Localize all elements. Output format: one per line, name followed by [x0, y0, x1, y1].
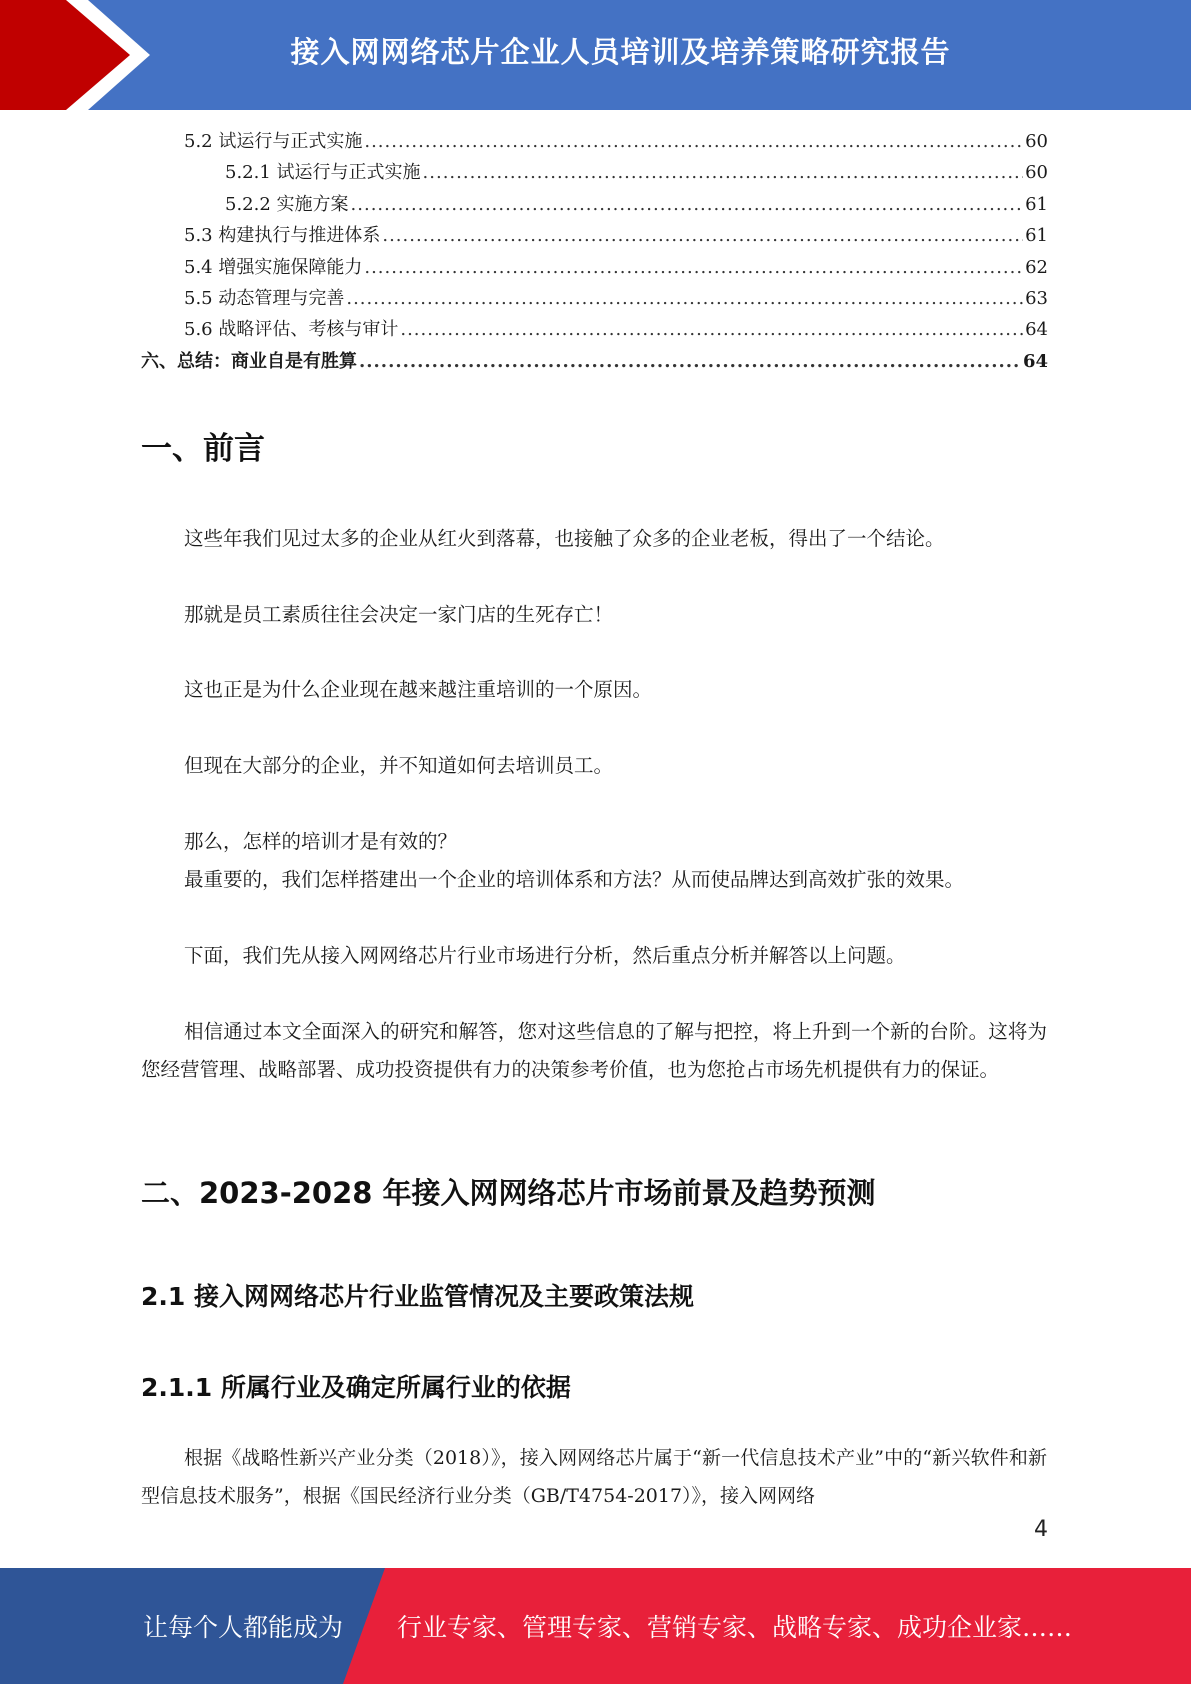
paragraph: 这也正是为什么企业现在越来越注重培训的一个原因。	[184, 678, 653, 701]
toc-label: 5.4 增强实施保障能力	[184, 256, 363, 278]
toc-page: 60	[1025, 162, 1048, 184]
section-heading: 一、前言	[141, 431, 265, 467]
paragraph: 最重要的，我们怎样搭建出一个企业的培训体系和方法？从而使品牌达到高效扩张的效果。	[184, 868, 965, 891]
paragraph: 这些年我们见过太多的企业从红火到落幕，也接触了众多的企业老板，得出了一个结论。	[184, 527, 945, 550]
toc-entry[interactable]	[141, 253, 1048, 284]
toc-page: 63	[1025, 287, 1048, 309]
page-footer	[0, 1568, 1191, 1684]
toc-page: 61	[1025, 225, 1048, 247]
toc-label: 六、总结：商业自是有胜算	[141, 350, 357, 372]
footer-slogan-right: 行业专家、管理专家、营销专家、战略专家、成功企业家……	[397, 1613, 1073, 1642]
paragraph: 根据《战略性新兴产业分类（2018）》，接入网网络芯片属于“新一代信息技术产业”中的“新兴软件和新型信息技术服务”，根据《国民经济行业分类（GB/T4754-2017）》，接入网网络	[141, 1447, 1047, 1507]
toc-entry[interactable]	[141, 190, 1048, 221]
toc-leader	[346, 288, 1023, 309]
subsection-heading: 2.1 接入网网络芯片行业监管情况及主要政策法规	[141, 1282, 694, 1311]
toc-leader	[382, 225, 1023, 246]
toc-entry[interactable]	[141, 347, 1048, 378]
paragraph: 但现在大部分的企业，并不知道如何去培训员工。	[184, 754, 614, 777]
toc-entry[interactable]	[141, 127, 1048, 158]
toc-label: 5.3 构建执行与推进体系	[184, 225, 381, 247]
toc-label: 5.6 战略评估、考核与审计	[184, 319, 399, 341]
toc-entry[interactable]	[141, 221, 1048, 252]
page-number: 4	[1034, 1517, 1048, 1542]
toc-page: 61	[1025, 193, 1048, 215]
paragraph: 相信通过本文全面深入的研究和解答，您对这些信息的了解与把控，将上升到一个新的台阶。这将为您经营管理、战略部署、成功投资提供有力的决策参考价值，也为您抢占市场先机提供有力的保证。	[141, 1020, 1047, 1081]
table-of-contents	[141, 127, 1048, 378]
toc-leader	[364, 257, 1023, 278]
toc-leader	[364, 131, 1023, 152]
paragraph: 下面，我们先从接入网网络芯片行业市场进行分析，然后重点分析并解答以上问题。	[184, 944, 906, 967]
toc-page: 64	[1025, 319, 1048, 341]
toc-leader	[423, 162, 1024, 183]
report-title: 接入网网络芯片企业人员培训及培养策略研究报告	[290, 34, 951, 69]
subsection-heading: 2.1.1 所属行业及确定所属行业的依据	[141, 1373, 571, 1402]
footer-slogan-left: 让每个人都能成为	[143, 1613, 344, 1642]
toc-label: 5.2.2 实施方案	[225, 193, 349, 215]
toc-page: 64	[1022, 350, 1048, 372]
toc-entry[interactable]	[141, 158, 1048, 189]
toc-label: 5.5 动态管理与完善	[184, 287, 345, 309]
toc-leader	[359, 351, 1021, 372]
paragraph: 那么，怎样的培训才是有效的？	[184, 830, 458, 853]
toc-label: 5.2.1 试运行与正式实施	[225, 162, 421, 184]
toc-page: 60	[1025, 131, 1048, 152]
page-header	[0, 0, 1191, 110]
toc-leader	[400, 319, 1023, 340]
toc-page: 62	[1025, 256, 1048, 278]
toc-entry[interactable]	[141, 315, 1048, 346]
red-chevron-decoration	[0, 0, 160, 110]
toc-leader	[351, 194, 1024, 215]
section-heading: 二、2023-2028 年接入网网络芯片市场前景及趋势预测	[141, 1176, 876, 1210]
paragraph: 那就是员工素质往往会决定一家门店的生死存亡！	[184, 603, 614, 626]
toc-label: 5.2 试运行与正式实施	[184, 131, 363, 152]
toc-entry[interactable]	[141, 284, 1048, 315]
